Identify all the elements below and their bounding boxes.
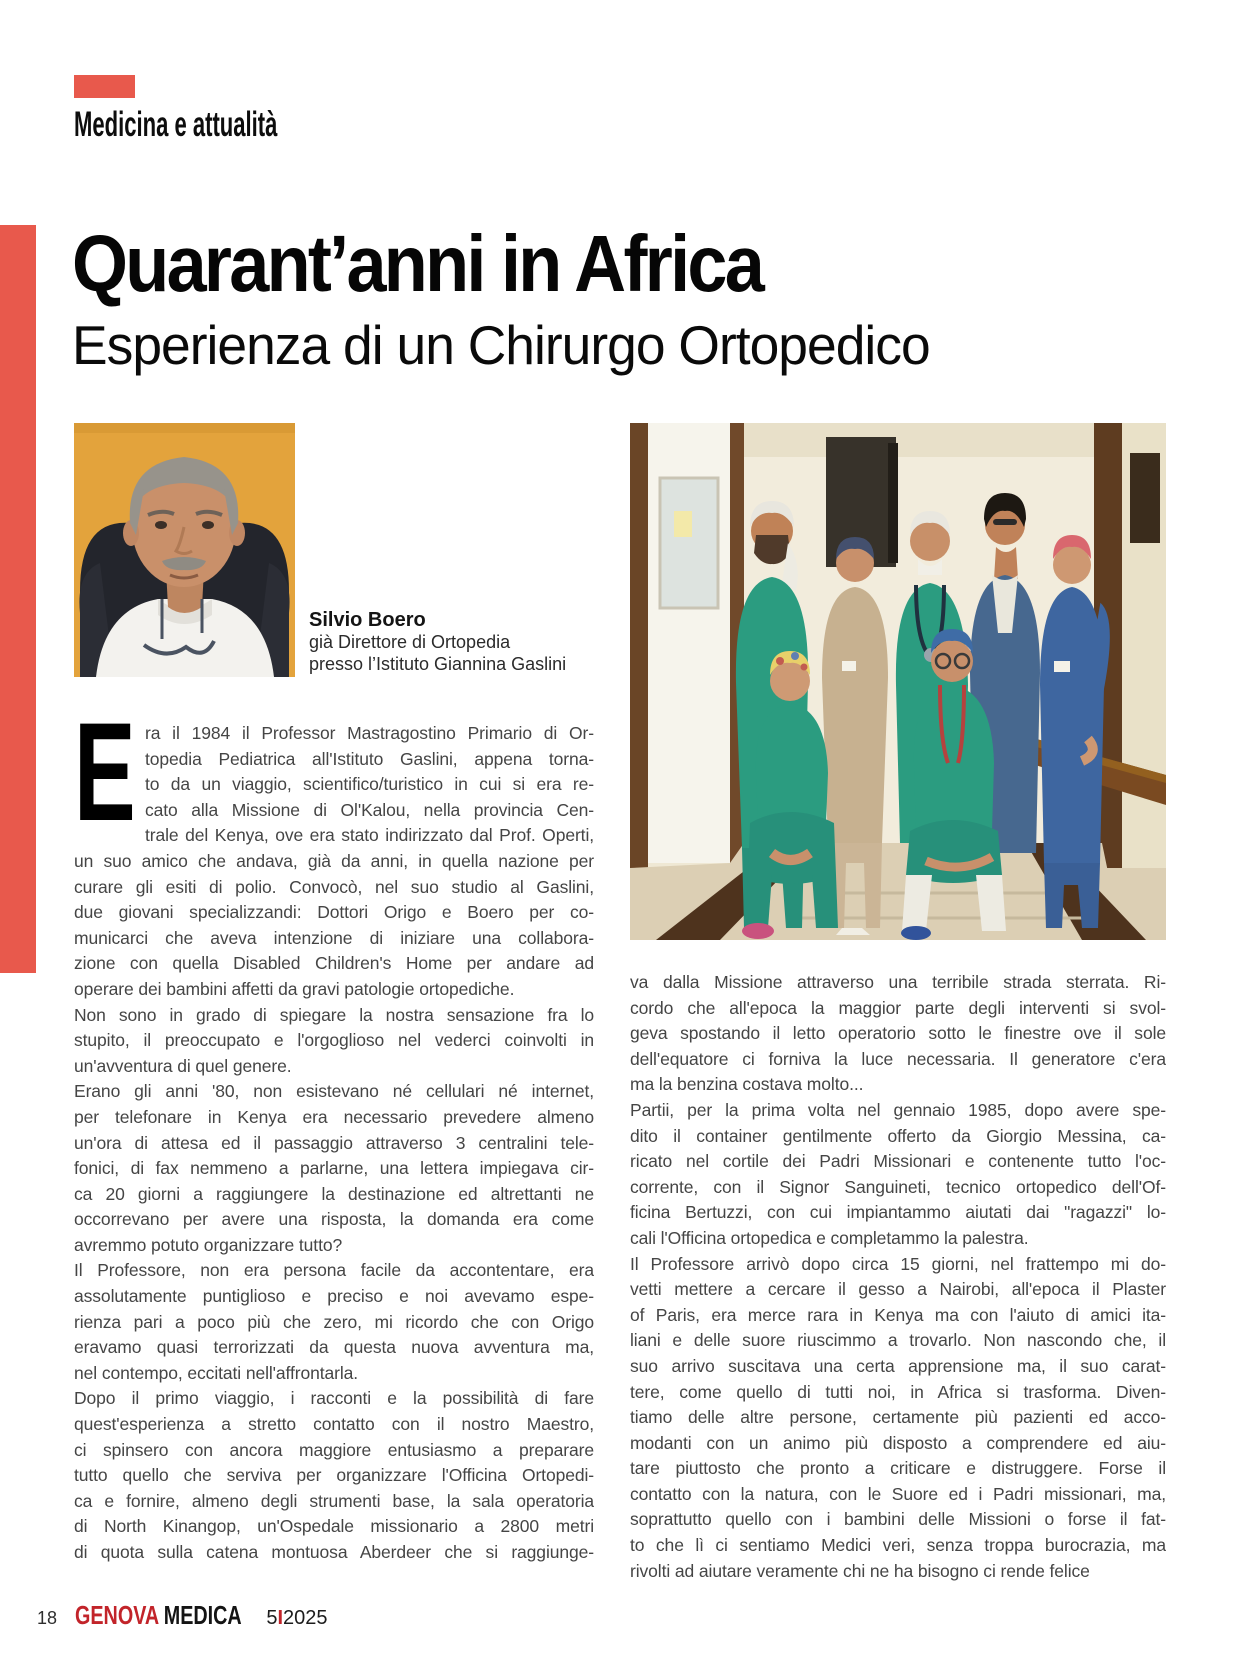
article-subtitle: Esperienza di un Chirurgo Ortopedico [72, 313, 930, 376]
issue-num: 5 [266, 1607, 278, 1629]
author-role-line2: presso l’Istituto Giannina Gaslini [309, 654, 567, 674]
text-line: Il Professore, non era persona facile da accontentare, era [74, 1260, 594, 1281]
text-line: un'avventura di quel genere. [74, 1055, 292, 1076]
issue-number [266, 1607, 327, 1630]
text-line: per telefonare in Kenya era necessario prevedere almeno [74, 1106, 594, 1127]
logo-medica: MEDICA [163, 1600, 242, 1630]
text-line: rienza pari a poco più che zero, mi ricordo che con Origo [74, 1311, 594, 1332]
text-line: occorrevano per avere una risposta, la domanda era come [74, 1209, 594, 1230]
text-line: vetti mettere a cercare il gesso a Nairobi, all'epoca il Plaster [630, 1279, 1166, 1300]
text-line: trale del Kenya, ove era stato indirizzato dal Prof. Operti, [145, 825, 594, 846]
paragraph [630, 970, 1166, 1098]
text-line: tiamo delle altre persone, certamente più pazienti ed acco- [630, 1407, 1166, 1428]
author-portrait-photo [74, 423, 295, 677]
left-column [74, 423, 594, 1584]
text-line: to da un viaggio, scientifico/turistico in cui si era re- [145, 774, 594, 795]
author-caption [309, 609, 566, 677]
page-footer [37, 1600, 328, 1631]
paragraph [74, 693, 594, 1003]
issue-separator: I [277, 1607, 284, 1629]
right-paragraphs [630, 970, 1166, 1584]
text-line: di quota sulla catena montuosa Aberdeer che si raggiunge- [74, 1542, 594, 1562]
text-line: Non sono in grado di spiegare la nostra sensazione fra lo [74, 1004, 594, 1025]
text-line: tare piuttosto che pronto a criticare e distruggere. Forse il [630, 1458, 1166, 1479]
text-line: Partii, per la prima volta nel gennaio 1985, dopo avere spe- [630, 1099, 1166, 1120]
text-line: rivolti ad aiutare veramente chi ne ha bisogno ci rende felice [630, 1560, 1090, 1581]
text-line: contatto con la natura, con le Suore ed i Padri missionari, ma, [630, 1483, 1166, 1504]
text-line: fonici, di fax nemmeno a parlarne, una lettera impiegava cir- [74, 1158, 594, 1179]
text-line: di North Kinangop, un'Ospedale missionario a 2800 metri [74, 1516, 594, 1537]
text-line: geva spostando il letto operatorio sotto le finestre ove il sole [630, 1023, 1166, 1044]
text-line: Erano gli anni '80, non esistevano né cellulari né internet, [74, 1081, 594, 1102]
text-line: ci spinsero con ancora maggiore entusiasmo a preparare [74, 1439, 594, 1460]
text-line: avremmo potuto organizzare tutto? [74, 1234, 343, 1255]
right-column-text [630, 970, 1166, 1584]
text-line: topedia Pediatrica all'Istituto Gaslini, appena torna- [145, 748, 594, 769]
left-paragraphs [74, 693, 594, 1566]
text-line: of Paris, era merce rara in Kenya ma con l'aiuto di amici ita- [630, 1304, 1166, 1325]
text-line: ricato nel cortile dei Padri Missionari e contenente tutto l'oc- [630, 1151, 1166, 1172]
text-line: ma la benzina costava molto... [630, 1074, 864, 1095]
text-line: va dalla Missione attraverso una terribile strada sterrata. Ri- [630, 972, 1166, 992]
text-line: operare dei bambini affetti da gravi patologie ortopediche. [74, 978, 515, 999]
paragraph [74, 1258, 594, 1386]
text-line: stupito, il preoccupato e l'orgoglioso nel vederci coinvolti in [74, 1030, 594, 1051]
text-line: cato alla Missione di Ol'Kalou, nella provincia Cen- [145, 799, 594, 820]
text-line: ca e fornire, almeno degli strumenti base, la sala operatoria [74, 1490, 594, 1511]
text-line: modanti con un animo più disposto a comprendere ed aiu- [630, 1432, 1166, 1453]
right-column [630, 423, 1166, 1584]
text-line: cali l'Officina ortopedica e completammo la palestra. [630, 1227, 1029, 1248]
text-line: assolutamente puntiglioso e preciso e noi avevamo espe- [74, 1286, 594, 1307]
text-line: nel contempo, eccitati nell'affrontarla. [74, 1362, 359, 1383]
text-line: tere, come quello di tutti noi, in Africa si trasforma. Diven- [630, 1381, 1166, 1402]
magazine-logo [75, 1600, 242, 1631]
drop-cap: E [74, 693, 136, 850]
paragraph [74, 1079, 594, 1258]
text-line: liani e delle suore riuscimmo a trovarlo. Non nascondo che, il [630, 1330, 1166, 1351]
logo-genova: GENOVA [75, 1600, 160, 1630]
text-line: zione con quella Disabled Children's Home per andare ad [74, 953, 594, 974]
text-line: suo arrivo suscitava una certa apprensione ma, il suo carat- [630, 1355, 1166, 1376]
author-role-line1: già Direttore di Ortopedia [309, 632, 511, 652]
text-line: cordo che all'epoca la maggior parte degli interventi si svol- [630, 997, 1166, 1018]
text-line: dell'equatore ci forniva la luce necessaria. Il generatore c'era [630, 1048, 1166, 1069]
text-line: due giovani specializzandi: Dottori Origo e Boero per co- [74, 902, 594, 923]
page-header [74, 75, 397, 145]
text-line: eravamo quasi terrorizzati da questa nuova avventura ma, [74, 1337, 594, 1358]
article-columns [74, 423, 1166, 1584]
text-line: curare gli esiti di polio. Convocò, nel suo studio al Gaslini, [74, 876, 594, 897]
text-line: soprattutto quello con i bambini delle Missioni o forse il fat- [630, 1509, 1166, 1530]
text-line: ra il 1984 il Professor Mastragostino Primario di Or- [145, 723, 594, 743]
paragraph [630, 1252, 1166, 1585]
paragraph [74, 1386, 594, 1565]
team-photo [630, 423, 1166, 940]
text-line: un suo amico che andava, già da anni, in quella nazione per [74, 850, 594, 871]
paragraph [630, 1098, 1166, 1252]
author-row [74, 423, 594, 677]
text-line: to che lì ci sentiamo Medici veri, senza troppa burocrazia, ma [630, 1535, 1166, 1556]
section-label: Medicina e attualità [74, 105, 278, 144]
article-title: Quarant’anni in Africa [72, 219, 763, 308]
issue-year: 2025 [283, 1607, 328, 1629]
text-line: ficina Bertuzzi, con cui impiantammo aiutati dai "ragazzi" lo- [630, 1202, 1166, 1223]
paragraph [74, 1003, 594, 1080]
text-line: dito il container gentilmente offerto da Giorgio Messina, ca- [630, 1125, 1166, 1146]
left-accent-bar [0, 225, 36, 973]
left-column-text [74, 693, 594, 1566]
text-line: un'ora di attesa ed il passaggio attraverso 3 centralini tele- [74, 1132, 594, 1153]
section-tag [74, 75, 135, 98]
title-block [72, 219, 1172, 376]
text-line: Dopo il primo viaggio, i racconti e la possibilità di fare [74, 1388, 594, 1409]
text-line: tutto quello che serviva per organizzare l'Officina Ortopedi- [74, 1465, 594, 1486]
text-line: Il Professore arrivò dopo circa 15 giorni, nel frattempo mi do- [630, 1253, 1166, 1274]
page-number: 18 [37, 1608, 58, 1628]
text-line: ca 20 giorni a raggiungere la destinazione ed altrettanti ne [74, 1183, 594, 1204]
author-name: Silvio Boero [309, 609, 426, 631]
text-line: municarci che aveva intenzione di iniziare una collabora- [74, 927, 594, 948]
text-line: quest'esperienza a stretto contatto con il nostro Maestro, [74, 1414, 594, 1435]
text-line: corrente, con il Signor Sanguineti, tecnico ortopedico dell'Of- [630, 1176, 1166, 1197]
